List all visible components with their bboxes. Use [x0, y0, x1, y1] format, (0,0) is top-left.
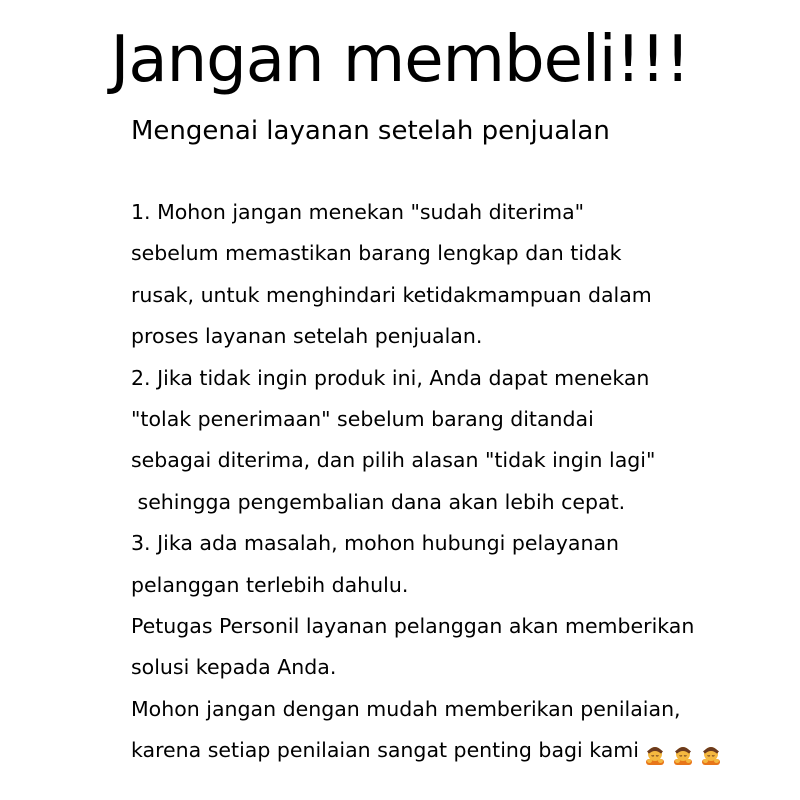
page-subtitle: Mengenai layanan setelah penjualan — [131, 116, 610, 146]
notice-line: solusi kepada Anda. — [131, 655, 337, 680]
person-bowing-icon — [671, 742, 695, 766]
notice-line: Mohon jangan dengan mudah memberikan penilaian, — [131, 696, 681, 721]
notice-line: pelanggan terlebih dahulu. — [131, 572, 409, 597]
notice-line-text: karena setiap penilaian sangat penting bagi kami — [131, 738, 639, 763]
notice-line: sebelum memastikan barang lengkap dan tidak — [131, 241, 622, 266]
notice-line: "tolak penerimaan" sebelum barang ditandai — [131, 406, 594, 431]
notice-line: 2. Jika tidak ingin produk ini, Anda dapat menekan — [131, 365, 650, 390]
person-bowing-icon — [699, 742, 723, 766]
notice-line: rusak, untuk menghindari ketidakmampuan dalam — [131, 282, 652, 307]
notice-line: proses layanan setelah penjualan. — [131, 324, 483, 349]
notice-line: 3. Jika ada masalah, mohon hubungi pelayanan — [131, 531, 620, 556]
notice-line: sebagai diterima, dan pilih alasan "tidak ingin lagi" — [131, 448, 656, 473]
page-title: Jangan membeli!!! — [110, 23, 690, 97]
notice-line: 1. Mohon jangan menekan "sudah diterima" — [131, 200, 585, 224]
notice-line-last — [131, 730, 781, 771]
notice-line: sehingga pengembalian dana akan lebih cepat. — [131, 489, 626, 514]
person-bowing-icon — [643, 742, 667, 766]
emoji-row — [643, 733, 727, 774]
notice-line: Petugas Personil layanan pelanggan akan memberikan — [131, 613, 695, 638]
notice-body — [131, 192, 781, 771]
